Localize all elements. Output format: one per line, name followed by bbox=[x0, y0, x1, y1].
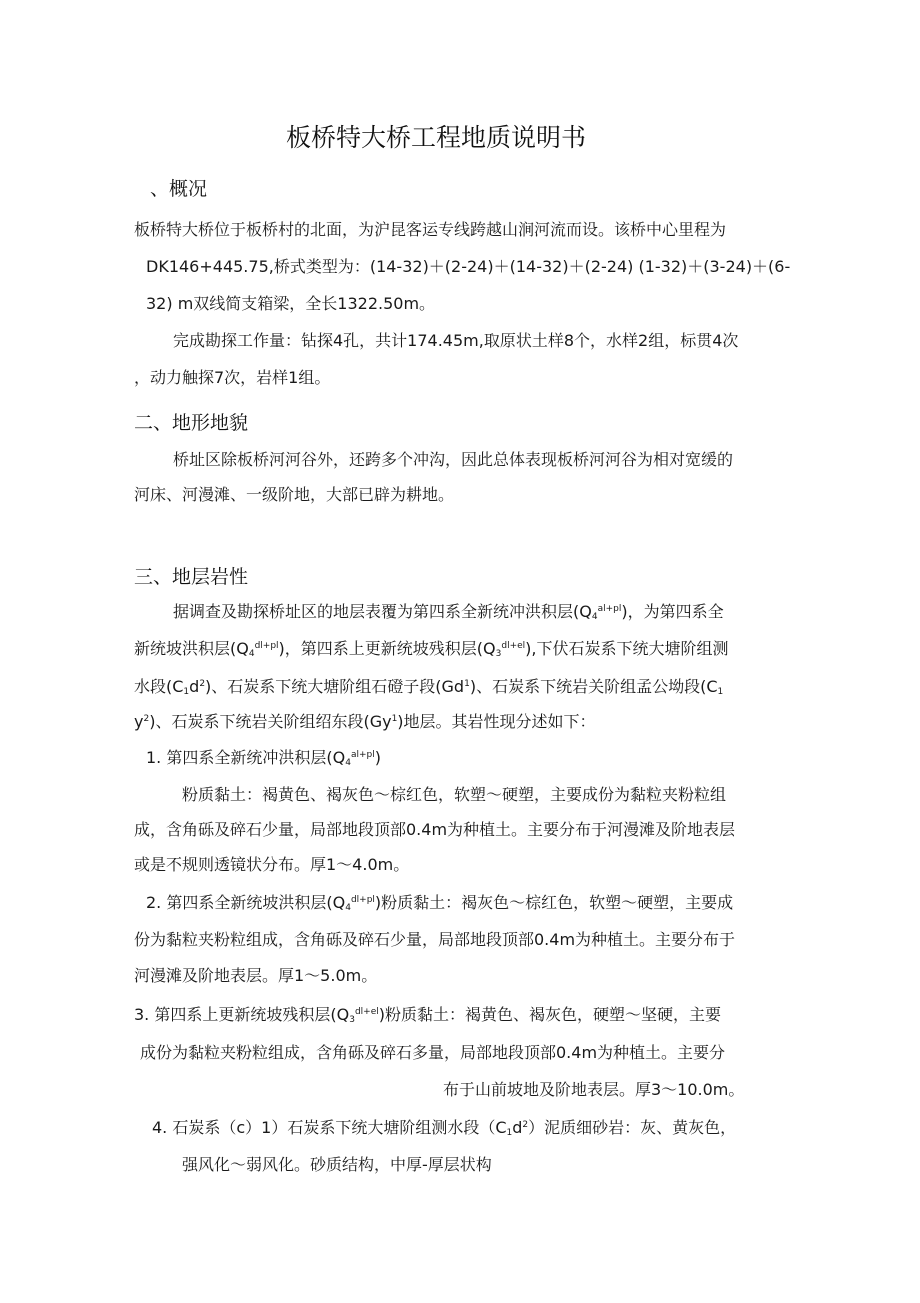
item-1-line3: 或是不规则透镜状分布。厚1～4.0m。 bbox=[134, 855, 410, 874]
sec1-p2-line1: 完成勘探工作量：钻探4孔，共计174.45m,取原状土样8个，水样2组，标贯4次 bbox=[173, 331, 739, 350]
item-3-line3: 布于山前坡地及阶地表层。厚3～10.0m。 bbox=[443, 1080, 745, 1099]
sec2-p1-line2: 河床、河漫滩、一级阶地，大部已辟为耕地。 bbox=[134, 485, 455, 504]
sec3-intro-line1: 据调查及勘探桥址区的地层表覆为第四系全新统冲洪积层$(Q_4^{al+pl})$，为第四系全 bbox=[173, 602, 724, 622]
document-title: 板桥特大桥工程地质说明书 bbox=[286, 123, 587, 152]
item-1-heading: 1. 第四系全新统冲洪积层$(Q_4^{al+pl})$ bbox=[146, 748, 381, 768]
sec3-intro-line3: 水段$(C_1d^2)$、石炭系下统大塘阶组石磴子段(Gd$^1$)、石炭系下统岩关阶组孟公坳段($C_1$ bbox=[134, 677, 724, 697]
item-3-line1: 3. 第四系上更新统坡残积层$(Q_3^{dl+el})$粉质黏土：褐黄色、褐灰色，硬塑～坚硬，主要 bbox=[134, 1005, 721, 1025]
sec1-p1-line3: 32) m双线简支箱梁，全长1322.50m。 bbox=[146, 294, 436, 313]
sec1-p2-line2: ，动力触探7次，岩样1组。 bbox=[134, 368, 331, 387]
item-1-line1: 粉质黏土：褐黄色、褐灰色～棕红色，软塑～硬塑，主要成份为黏粒夹粉粒组 bbox=[182, 785, 727, 804]
section-1-heading: 、概况 bbox=[150, 178, 208, 200]
sec1-p1-line1: 板桥特大桥位于板桥村的北面，为沪昆客运专线跨越山涧河流而设。该桥中心里程为 bbox=[134, 220, 727, 239]
sec1-p1-line2: DK146+445.75,桥式类型为：(14-32)＋(2-24)＋(14-32)＋(2-24) (1-32)＋(3-24)＋(6- bbox=[146, 257, 791, 276]
sec3-intro-line2: 新统坡洪积层$(Q_4^{dl+pl})$，第四系上更新统坡残积层$(Q_3^{dl+el})$,下伏石炭系下统大塘阶组测 bbox=[134, 639, 729, 659]
section-2-heading: 二、地形地貌 bbox=[134, 412, 249, 434]
item-2-line1: 2. 第四系全新统坡洪积层$(Q_4^{dl+pl})$粉质黏土：褐灰色～棕红色，软塑～硬塑，主要成 bbox=[146, 893, 734, 913]
item-4-line2: 强风化～弱风化。砂质结构，中厚-厚层状构 bbox=[182, 1155, 492, 1174]
item-3-line2: 成份为黏粒夹粉粒组成，含角砾及碎石多量，局部地段顶部0.4m为种植土。主要分 bbox=[140, 1043, 726, 1062]
item-4-line1: 4. 石炭系（c）1）石炭系下统大塘阶组测水段$(C_1d^2)$泥质细砂岩：灰、黄灰色， bbox=[152, 1118, 737, 1138]
sec2-p1-line1: 桥址区除板桥河河谷外，还跨多个冲沟，因此总体表现板桥河河谷为相对宽缓的 bbox=[173, 450, 734, 469]
item-1-line2: 成，含角砾及碎石少量，局部地段顶部0.4m为种植土。主要分布于河漫滩及阶地表层 bbox=[134, 820, 736, 839]
section-3-heading: 三、地层岩性 bbox=[134, 566, 249, 588]
sec3-intro-line4: $y^2$)、石炭系下统岩关阶组绍东段(Gy$^1$)地层。其岩性现分述如下： bbox=[134, 712, 596, 731]
item-2-line2: 份为黏粒夹粉粒组成，含角砾及碎石少量，局部地段顶部0.4m为种植土。主要分布于 bbox=[134, 930, 736, 949]
item-2-line3: 河漫滩及阶地表层。厚1～5.0m。 bbox=[134, 966, 378, 985]
